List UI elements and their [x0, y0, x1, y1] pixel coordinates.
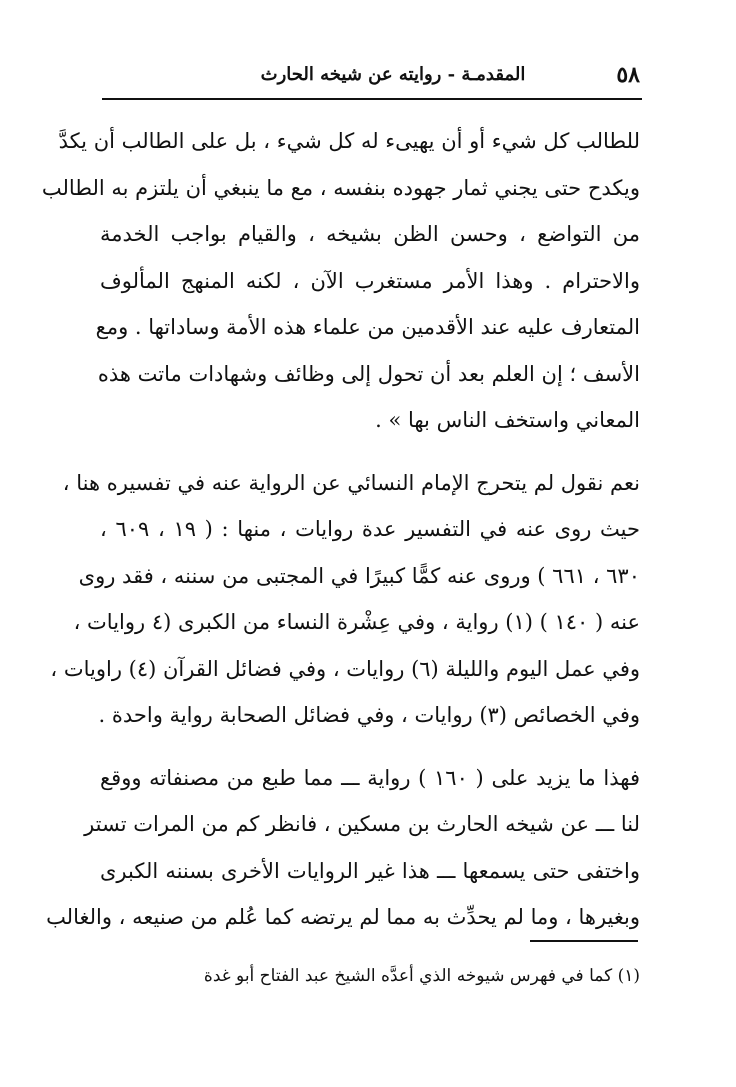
- text-line: حيث روى عنه في التفسير عدة روايات ، منها : ( ١٩ ، ٦٠٩ ،: [100, 517, 640, 541]
- running-title: المقدمـة - روايته عن شيخه الحارث: [260, 64, 526, 85]
- text-line: والاحترام . وهذا الأمر مستغرب الآن ، لكنه المنهج المألوف: [100, 268, 640, 293]
- footnote: (١) كما في فهرس شيوخه الذي أعدَّه الشيخ عبد الفتاح أبو غدة: [203, 966, 640, 986]
- page-header: [106, 62, 640, 94]
- text-line: المعاني واستخف الناس بها » .: [375, 408, 640, 432]
- text-line: وبغيرها ، وما لم يحدِّث به مما لم يرتضه كما عُلم من صنيعه ، والغالب: [46, 905, 640, 929]
- text-line: واختفى حتى يسمعها ـــ هذا غير الروايات الأخرى بسننه الكبرى: [100, 858, 640, 883]
- paragraph-1: [41, 118, 640, 444]
- text-line: المتعارف عليه عند الأقدمين من علماء هذه الأمة وساداتها . ومع: [95, 315, 640, 339]
- text-line: للطالب كل شيء أو أن يهيىء له كل شيء ، بل على الطالب أن يكدَّ: [58, 129, 640, 153]
- text-line: من التواضع ، وحسن الظن بشيخه ، والقيام بواجب الخدمة: [100, 222, 640, 246]
- paragraph-3: [46, 755, 641, 941]
- text-line: فهذا ما يزيد على ( ١٦٠ ) رواية ـــ مما طبع من مصنفاته ووقع: [100, 765, 641, 790]
- footnote-rule: [530, 940, 638, 942]
- text-line: ٦٣٠ ، ٦٦١ ) وروى عنه كمًّا كبيرًا في المجتبى من سننه ، فقد روى: [78, 563, 640, 588]
- text-line: عنه ( ١٤٠ ) (١) رواية ، وفي عِشْرة النساء من الكبرى (٤ روايات ،: [73, 610, 640, 634]
- text-line: وفي عمل اليوم والليلة (٦) روايات ، وفي فضائل القرآن (٤) راويات ،: [50, 656, 640, 681]
- text-line: وفي الخصائص (٣) روايات ، وفي فضائل الصحابة رواية واحدة .: [98, 703, 640, 727]
- text-line: ويكدح حتى يجني ثمار جهوده بنفسه ، مع ما ينبغي أن يلتزم به الطالب: [41, 175, 640, 200]
- header-rule: [102, 98, 642, 100]
- text-line: نعم نقول لم يتحرج الإمام النسائي عن الرواية عنه في تفسيره هنا ،: [62, 470, 640, 495]
- text-line: الأسف ؛ إن العلم بعد أن تحول إلى وظائف وشهادات ماتت هذه: [97, 361, 640, 386]
- text-line: لنا ـــ عن شيخه الحارث بن مسكين ، فانظر كم من المرات تستر: [84, 812, 640, 836]
- paragraph-2: [50, 460, 640, 739]
- body-text: [41, 118, 641, 941]
- page-number: ٥٨: [616, 62, 640, 88]
